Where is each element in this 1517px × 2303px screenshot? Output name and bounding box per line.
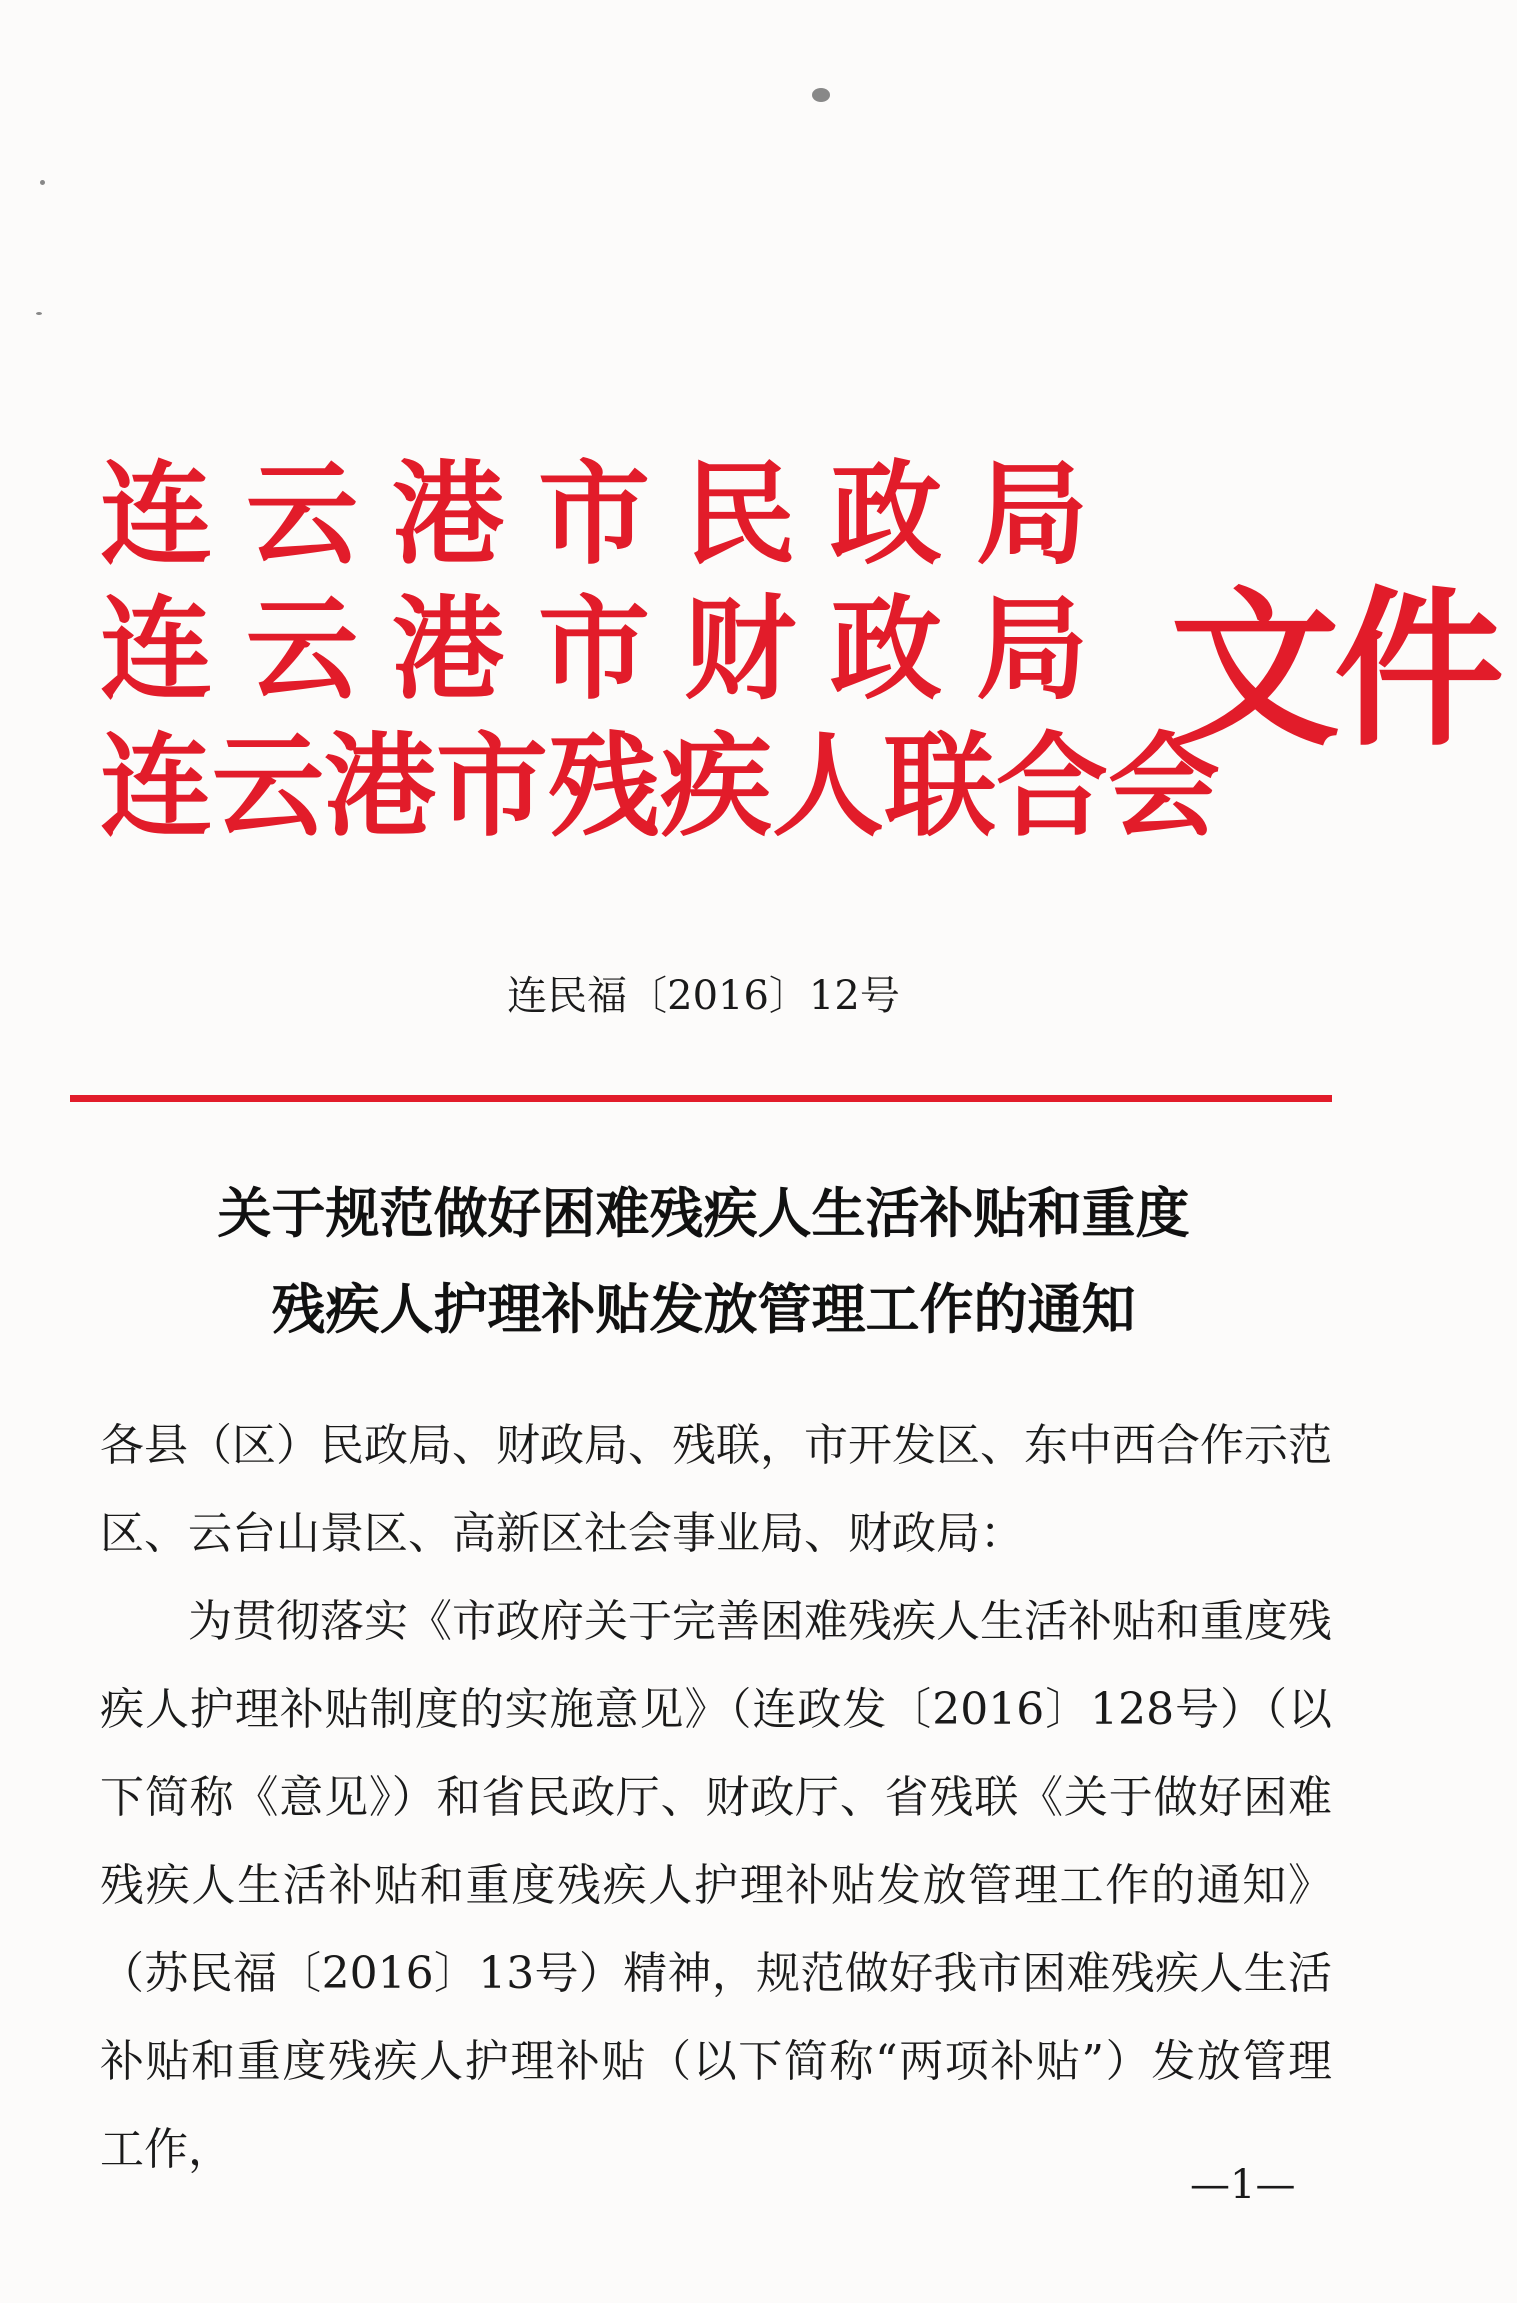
red-divider-line bbox=[70, 1095, 1332, 1102]
document-body bbox=[100, 1402, 1332, 2194]
scan-speck bbox=[812, 88, 830, 102]
document-title-line-2: 残疾人护理补贴发放管理工作的通知 bbox=[271, 1277, 1136, 1341]
issuing-authorities bbox=[100, 449, 1499, 875]
issuer-finance-bureau: 连云港市财政局 bbox=[100, 584, 1122, 715]
scan-speck bbox=[36, 312, 42, 315]
issuer-civil-affairs-bureau: 连云港市民政局 bbox=[100, 449, 1122, 580]
body-paragraph: 为贯彻落实《市政府关于完善困难残疾人生活补贴和重度残疾人护理补贴制度的实施意见》（连政发〔2016〕128号）（以下简称《意见》）和省民政厅、财政厅、省残联《关于做好困难残疾人生活补贴和重度残疾人护理补贴发放管理工作的通知》（苏民福〔2016〕13号）精神，规范做好我市困难残疾人生活补贴和重度残疾人护理补贴（以下简称“两项补贴”）发放管理工作， bbox=[100, 1596, 1332, 2175]
document-title-line-1: 关于规范做好困难残疾人生活补贴和重度 bbox=[217, 1181, 1190, 1245]
scan-speck bbox=[40, 180, 45, 185]
page-number: —1— bbox=[1190, 2162, 1296, 2208]
document-type-label: 文件 bbox=[1170, 570, 1499, 770]
issuer-disabled-persons-federation: 连云港市残疾人联合会 bbox=[100, 721, 1220, 852]
recipients-paragraph: 各县（区）民政局、财政局、残联，市开发区、东中西合作示范区、云台山景区、高新区社会事业局、财政局： bbox=[100, 1420, 1332, 1559]
document-title bbox=[0, 1165, 1517, 1357]
document-number: 连民福〔2016〕12号 bbox=[507, 973, 900, 1019]
